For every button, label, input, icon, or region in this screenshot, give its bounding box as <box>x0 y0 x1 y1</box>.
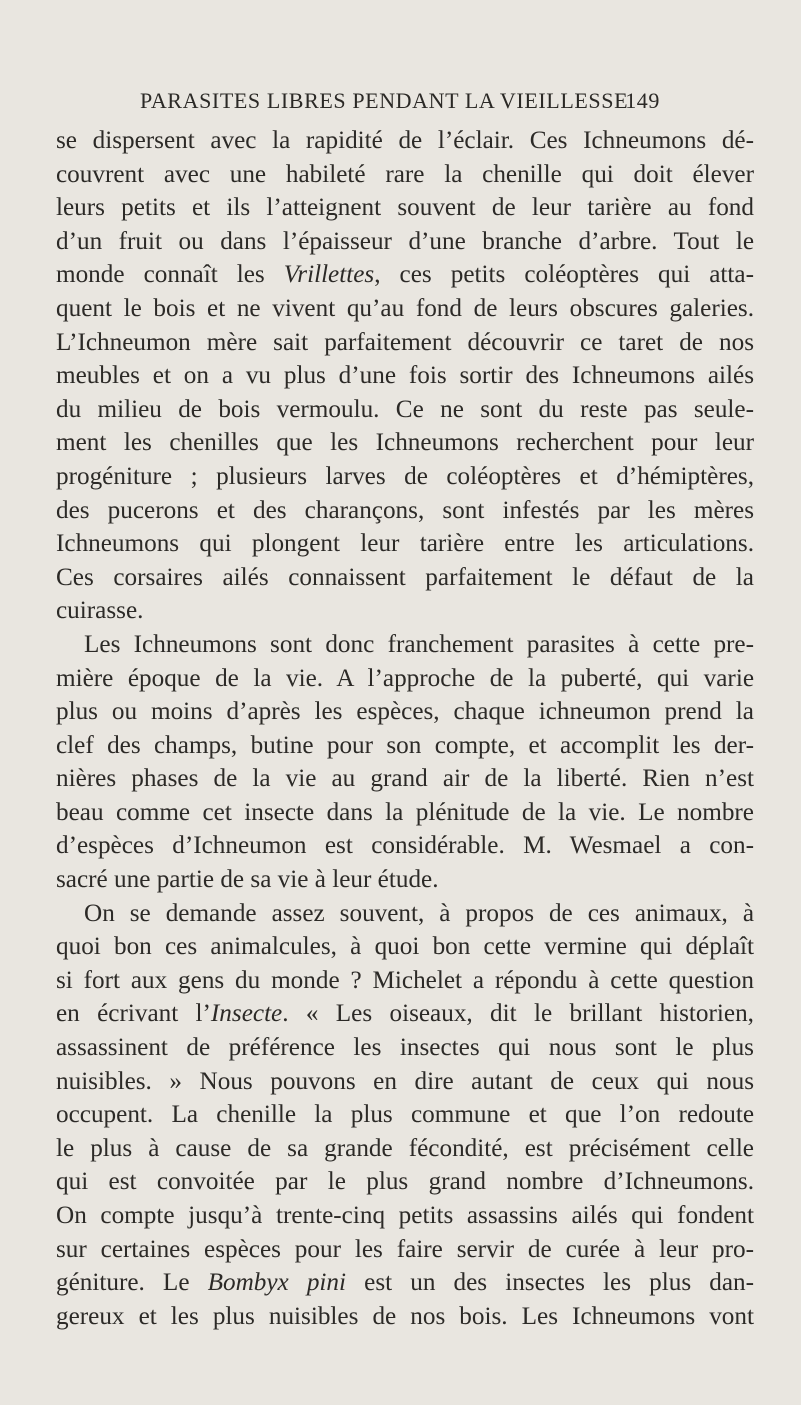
text-line: plus ou moins d’après les espèces, chaque ichneumon prend la <box>56 698 754 726</box>
page-number: 149 <box>625 88 660 113</box>
text-line: Ichneumons qui plongent leur tarière entre les articulations. <box>56 530 754 558</box>
italic-term: Bombyx pini <box>207 1269 347 1297</box>
text-line: assassinent de préférence les insectes qui nous sont le plus <box>56 1034 754 1062</box>
text-line: Ces corsaires ailés connaissent parfaitement le défaut de la <box>56 563 754 591</box>
body-text <box>56 124 754 1333</box>
text-line: sur certaines espèces pour les faire servir de curée à leur pro- <box>56 1235 754 1263</box>
text-line: le plus à cause de sa grande fécondité, est précisément celle <box>56 1134 754 1162</box>
text-line: leurs petits et ils l’atteignent souvent de leur tarière au fond <box>56 194 754 222</box>
text-line: monde connaît les Vrillettes, ces petits coléoptères qui atta- <box>56 261 754 289</box>
italic-term: Insecte <box>210 1000 283 1028</box>
text-line: gereux et les plus nuisibles de nos bois. Les Ichneumons vont <box>56 1302 754 1330</box>
text-line: d’un fruit ou dans l’épaisseur d’une branche d’arbre. Tout le <box>56 227 754 255</box>
text-line: nières phases de la vie au grand air de la liberté. Rien n’est <box>56 765 754 793</box>
text-line: se dispersent avec la rapidité de l’éclair. Ces Ichneumons dé- <box>56 127 754 154</box>
running-title: PARASITES LIBRES PENDANT LA VIEILLESSE <box>140 88 629 113</box>
text-line: qui est convoitée par le plus grand nombre d’Ichneumons. <box>56 1168 754 1196</box>
text-line: des pucerons et des charançons, sont infestés par les mères <box>56 496 754 524</box>
text-line: progéniture ; plusieurs larves de coléoptères et d’hémiptères, <box>56 462 754 490</box>
text-line: clef des champs, butine pour son compte, et accomplit les der- <box>56 731 754 759</box>
text-line: en écrivant l’Insecte. « Les oiseaux, dit le brillant historien, <box>56 1000 754 1028</box>
text-line: On se demande assez souvent, à propos de ces animaux, à <box>84 899 754 927</box>
text-line: cuirasse. <box>56 597 144 625</box>
text-line: ment les chenilles que les Ichneumons recherchent pour leur <box>56 429 754 457</box>
text-line: On compte jusqu’à trente-cinq petits assassins ailés qui fondent <box>56 1202 754 1229</box>
text-line: sacré une partie de sa vie à leur étude. <box>56 866 439 894</box>
text-line: quent le bois et ne vivent qu’au fond de leurs obscures galeries. <box>56 294 754 322</box>
text-line: Les Ichneumons sont donc franchement parasites à cette pre- <box>84 630 754 658</box>
text-line: mière époque de la vie. A l’approche de la puberté, qui varie <box>56 664 754 692</box>
text-line: quoi bon ces animalcules, à quoi bon cette vermine qui déplaît <box>56 933 754 961</box>
text-line: géniture. Le Bombyx pini est un des insectes les plus dan- <box>56 1269 754 1297</box>
text-line: meubles et on a vu plus d’une fois sortir des Ichneumons ailés <box>56 362 754 390</box>
text-line: du milieu de bois vermoulu. Ce ne sont du reste pas seule- <box>56 395 754 423</box>
text-line: d’espèces d’Ichneumon est considérable. M. Wesmael a con- <box>56 832 754 860</box>
text-line: beau comme cet insecte dans la plénitude de la vie. Le nombre <box>56 798 754 826</box>
text-line: nuisibles. » Nous pouvons en dire autant de ceux qui nous <box>56 1067 754 1095</box>
text-line: couvrent avec une habileté rare la chenille qui doit élever <box>56 160 754 188</box>
text-line: L’Ichneumon mère sait parfaitement découvrir ce taret de nos <box>56 328 754 356</box>
italic-term: Vrillettes <box>283 261 375 289</box>
text-line: occupent. La chenille la plus commune et que l’on redoute <box>56 1101 754 1129</box>
text-line: si fort aux gens du monde ? Michelet a répondu à cette question <box>56 966 754 994</box>
page-header <box>140 88 660 118</box>
